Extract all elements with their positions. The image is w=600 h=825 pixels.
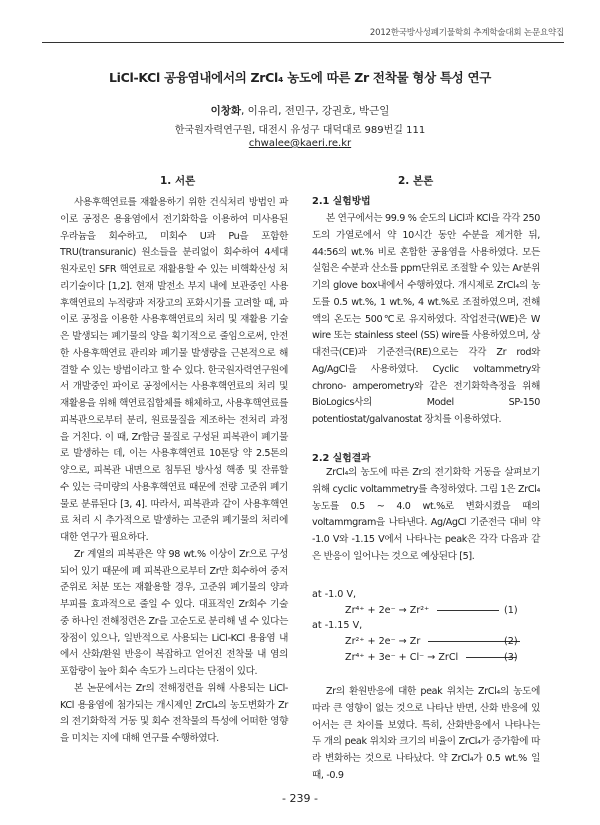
intro-paragraph-3: 본 논문에서는 Zr의 전해정련을 위해 사용되는 LiCl-KCl 용융염에 첨가되는 개시제인 ZrCl₄의 농도변화가 Zr의 전기화학적 거동 및 회수 전착물의 특성에 어떠한 영향을 미치는 지에 대해 연구를 수행하였다. [60, 682, 288, 744]
author-list [0, 103, 600, 118]
equation-2-text: Zr²⁺ + 2e⁻ → Zr [345, 636, 421, 647]
results-paragraph-2: Zr의 환원반응에 대한 peak 위치는 ZrCl₄의 농도에 따라 큰 영향이 없는 것으로 나타난 반면, 산화 반응에 있어서는 큰 차이를 보였다. 특히, 산화반응에서 나타나는 두 개의 peak 위치와 크기의 비율이 ZrCl₄가 증가함에 따라 변화하는 것으로 나타났다. 약 ZrCl₄가 0.5 wt.% 일 때, -0.9 [312, 686, 540, 781]
method-heading: 2.1 실험방법 [312, 196, 371, 207]
equation-3 [345, 652, 524, 663]
first-author: 이창화 [210, 105, 241, 117]
equation-1-text: Zr⁴⁺ + 2e⁻ → Zr²⁺ [345, 605, 430, 616]
equation-2 [345, 636, 528, 647]
header-rule [42, 42, 564, 43]
affiliation: 한국원자력연구원, 대전시 유성구 대덕대로 989번길 111 [174, 125, 426, 136]
paper-title: LiCl-KCl 공융염내에서의 ZrCl₄ 농도에 따른 Zr 전착물 형상 특성 연구 [108, 70, 492, 85]
condition-label-1: at -1.0 V, [312, 589, 357, 600]
condition-label-2: at -1.15 V, [312, 620, 363, 631]
equation-2-number: (2) [504, 636, 518, 647]
method-column [312, 211, 540, 429]
intro-paragraph-1: 사용후핵연료를 재활용하기 위한 건식처리 방법인 파이로 공정은 용융염에서 전기화학을 이용하여 미사용된 우라늄을 회수하고, 미회수 U과 Pu을 포함한 TRU(transuranic) 원소들을 분리없이 회수하여 4세대 원자로인 SFR 핵연료로 재활용할 수 있는 비핵확산성 처리기술이다 [1,2]. 현재 발전소 부지 내에 보관중인 사용후핵연료의 누적량과 저장고의 포화시기를 고려할 때, 파이로 공정을 이용한 사용후핵연료의 처리 및 재활용 기술은 발생되는 폐기물의 양을 획기적으로 줄임으로써, 안전한 사용후핵연료 관리와 폐기물 발생량을 근본적으로 해결할 수 있는 방법이라고 할 수 있다. 한국원자력연구원에서 개발중인 파이로 공정에서는 사용후핵연료의 처리 및 재활용을 위해 핵연료집합체를 해체하고, 사용후핵연료를 피복관으로부터 분리, 원료물질을 제조하는 전처리 과정을 거친다. 이 때, Zr합금 물질로 구성된 피복관이 폐기물로 발생하는 데, 이는 사용후핵연료 10톤당 약 2.5톤의 양으로, 피복관 내면으로 침투된 방사성 핵종 및 잔류할 수 있는 극미량의 사용후핵연료 때문에 전량 고준위 폐기물로 분류된다 [3, 4]. 따라서, 피복관과 같이 사용후핵연료 처리 시 추가적으로 발생하는 고준위 폐기물의 처리에 대한 연구가 필요하다. [60, 197, 288, 543]
intro-heading: 1. 서론 [160, 175, 196, 187]
equation-3-text: Zr⁴⁺ + 3e⁻ + Cl⁻ → ZrCl [345, 652, 459, 663]
equation-1-leader [437, 610, 499, 611]
method-paragraph: 본 연구에서는 99.9 % 순도의 LiCl과 KCl을 각각 250도의 가열로에서 약 10시간 동안 수분을 제거한 뒤, 44:56의 wt.% 비로 혼합한 공융염을 사용하였다. 모든 실험은 수분과 산소를 ppm단위로 조절할 수 있는 Ar분위기의 glove box내에서 수행하였다. 개시제로 ZrCl₄의 농도를 0.5 wt.%, 1 wt.%, 4 wt.%로 조절하였으며, 전해액의 온도는 500℃로 유지하였다. 작업전극(WE)은 W wire 또는 stainless steel (SS) wire를 사용하였으며, 상대전극(CE)과 기준전극(RE)으로는 각각 Zr rod와 Ag/AgCl을 사용하였다. Cyclic voltammetry와 chrono- amperometry와 같은 전기화학측정을 위해 BioLogics사의 Model SP-150 potentiostat/galvanostat 장치를 이용하였다. [312, 213, 540, 425]
conference-header: 2012한국방사성폐기물학회 추계학술대회 논문요약집 [369, 28, 564, 38]
results-paragraph: ZrCl₄의 농도에 따른 Zr의 전기화학 거동을 살펴보기 위해 cyclic voltammetry를 측정하였다. 그림 1은 ZrCl₄농도를 0.5 ~ 4.0 wt.%로 변화시켰을 때의 voltammgram을 나타낸다. Ag/AgCl 기준전극 대비 약 -1.0 V와 -1.15 V에서 나타나는 peak은 각각 다음과 같은 반응이 일어나는 것으로 예상된다 [5]. [312, 467, 540, 562]
equation-1-number: (1) [504, 605, 518, 616]
page-number: - 239 - [282, 792, 318, 805]
body-heading: 2. 본론 [398, 175, 434, 187]
email-link[interactable]: chwalee@kaeri.re.kr [248, 138, 352, 149]
equation-3-number: (3) [504, 652, 518, 663]
intro-paragraph-2: Zr 계열의 피복관은 약 98 wt.% 이상이 Zr으로 구성되어 있기 때문에 폐 피복관으로부터 Zr만 회수하여 중저준위로 처분 또는 재활용할 경우, 고준위 폐기물의 양과 부피를 효과적으로 줄일 수 있다. 대표적인 Zr회수 기술 중 하나인 전해정련은 Zr을 고순도로 분리해 낼 수 있다는 장점이 있으나, 일반적으로 사용되는 LiCl-KCl 용융염 내에서 산화/환원 반응이 복잡하고 얻어진 전착물 내 염의 포함량이 높아 회수 속도가 느리다는 단점이 있다. [60, 548, 288, 677]
results-column-2 [312, 684, 540, 785]
equation-1 [345, 605, 507, 616]
intro-column [60, 195, 288, 748]
co-authors: , 이유리, 전민구, 강권호, 박근일 [241, 105, 390, 117]
results-column [312, 465, 540, 566]
results-heading: 2.2 실험결과 [312, 453, 371, 464]
